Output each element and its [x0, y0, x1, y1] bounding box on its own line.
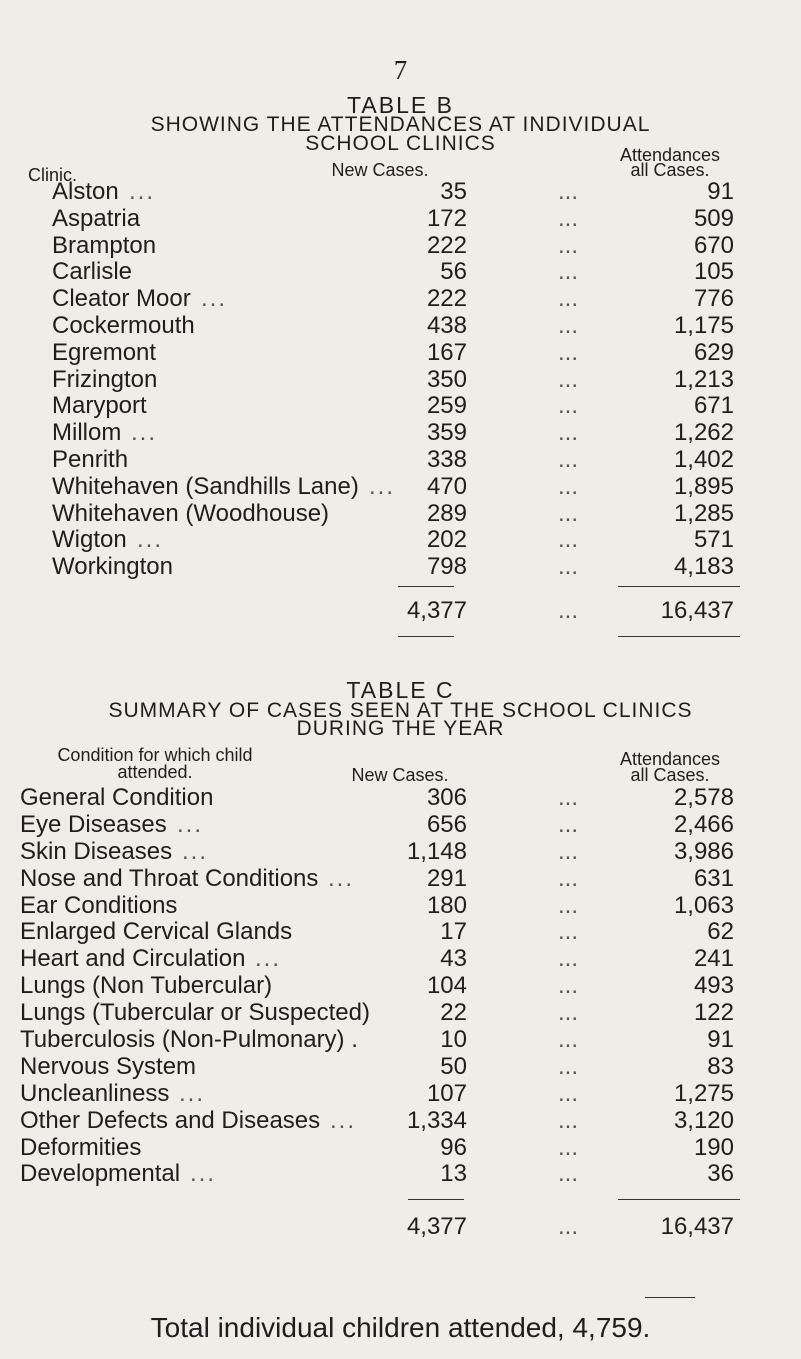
- row-label: Nose and Throat Conditions: [20, 864, 319, 892]
- row-attendances: 776: [693, 285, 734, 313]
- row-new-cases: 289: [426, 499, 467, 527]
- row-separator-dots: ...: [558, 392, 579, 420]
- row-attendances: 62: [707, 918, 734, 946]
- row-separator-dots: ...: [558, 338, 579, 366]
- row-attendances: 3,986: [673, 837, 734, 865]
- table-row: [0, 1053, 801, 1080]
- table-row: [0, 473, 801, 500]
- row-attendances: 1,213: [673, 365, 734, 393]
- row-leader-dots: ...: [328, 864, 355, 892]
- row-attendances: 2,466: [673, 810, 734, 838]
- row-new-cases: 104: [426, 972, 467, 1000]
- row-leader-dots: ...: [137, 526, 164, 554]
- row-label: Brampton: [52, 231, 157, 259]
- table-row: [0, 1026, 801, 1053]
- row-attendances: 2,578: [673, 784, 734, 811]
- row-label: Egremont: [52, 338, 157, 366]
- table-c-rule-att-bottom: [645, 1297, 695, 1298]
- table-row: [0, 838, 801, 865]
- row-new-cases: 259: [426, 392, 467, 420]
- row-new-cases: 172: [426, 204, 467, 232]
- row-new-cases: 1,148: [406, 837, 467, 865]
- table-row: [0, 205, 801, 232]
- table-c-total-new: 4,377: [406, 1213, 467, 1240]
- row-label: Lungs (Non Tubercular): [20, 972, 273, 1000]
- row-separator-dots: ...: [558, 1079, 579, 1107]
- row-label: Cleator Moor: [52, 285, 191, 313]
- table-row: [0, 972, 801, 999]
- row-new-cases: 10: [440, 1026, 467, 1054]
- row-label: Nervous System: [20, 1052, 197, 1080]
- row-new-cases: 222: [426, 285, 467, 313]
- row-label: Alston: [52, 178, 119, 205]
- row-new-cases: 35: [440, 178, 467, 205]
- table-row: [0, 1107, 801, 1134]
- row-new-cases: 438: [426, 311, 467, 339]
- row-new-cases: 13: [440, 1160, 467, 1188]
- table-b-col-clinic: Clinic.: [28, 165, 78, 185]
- row-separator-dots: ...: [558, 553, 579, 581]
- row-label: Wigton: [52, 526, 127, 554]
- row-new-cases: 798: [426, 553, 467, 581]
- row-new-cases: 50: [440, 1052, 467, 1080]
- row-label: Tuberculosis (Non-Pulmonary) .: [20, 1026, 358, 1054]
- row-new-cases: 350: [426, 365, 467, 393]
- row-label: Eye Diseases: [20, 810, 167, 838]
- row-attendances: 83: [707, 1052, 734, 1080]
- table-b-total-att: 16,437: [660, 597, 734, 624]
- row-leader-dots: ...: [129, 178, 156, 205]
- row-new-cases: 359: [426, 419, 467, 447]
- row-separator-dots: ...: [558, 864, 579, 892]
- row-attendances: 36: [707, 1160, 734, 1188]
- row-separator-dots: ...: [558, 810, 579, 838]
- row-attendances: 1,175: [673, 311, 734, 339]
- row-separator-dots: ...: [558, 472, 579, 500]
- row-attendances: 1,285: [673, 499, 734, 527]
- table-row: [0, 178, 801, 205]
- row-new-cases: 338: [426, 445, 467, 473]
- row-separator-dots: ...: [558, 972, 579, 1000]
- row-separator-dots: ...: [558, 1052, 579, 1080]
- row-new-cases: 167: [426, 338, 467, 366]
- row-leader-dots: ...: [255, 945, 282, 973]
- table-c-col-att-2: all Cases.: [630, 765, 710, 785]
- row-separator-dots: ...: [558, 945, 579, 973]
- table-row: [0, 811, 801, 838]
- row-label: Lungs (Tubercular or Suspected): [20, 999, 370, 1027]
- row-leader-dots: ...: [182, 837, 209, 865]
- row-new-cases: 1,334: [406, 1106, 467, 1134]
- row-separator-dots: ...: [558, 365, 579, 393]
- row-label: Workington: [52, 553, 173, 581]
- table-row: [0, 500, 801, 527]
- row-new-cases: 43: [440, 945, 467, 973]
- row-attendances: 1,262: [673, 419, 734, 447]
- table-row: [0, 553, 801, 580]
- table-b-body: [0, 178, 801, 580]
- row-attendances: 3,120: [673, 1106, 734, 1134]
- table-b-total-new: 4,377: [406, 597, 467, 624]
- table-row: [0, 446, 801, 473]
- row-separator-dots: ...: [558, 1133, 579, 1161]
- row-separator-dots: ...: [558, 285, 579, 313]
- row-separator-dots: ...: [558, 311, 579, 339]
- row-attendances: 4,183: [673, 553, 734, 581]
- row-label: Uncleanliness: [20, 1079, 170, 1107]
- table-c-rule-att: [618, 1199, 740, 1200]
- row-leader-dots: ...: [179, 1079, 206, 1107]
- footer-total-children: Total individual children attended, 4,759.: [150, 1312, 651, 1343]
- row-separator-dots: ...: [558, 258, 579, 286]
- table-c-rule-new: [408, 1199, 464, 1200]
- table-row: [0, 312, 801, 339]
- table-b-rule-att: [618, 586, 740, 587]
- row-new-cases: 470: [426, 472, 467, 500]
- row-new-cases: 291: [426, 864, 467, 892]
- row-separator-dots: ...: [558, 499, 579, 527]
- table-row: [0, 339, 801, 366]
- row-separator-dots: ...: [558, 837, 579, 865]
- table-row: [0, 526, 801, 553]
- row-separator-dots: ...: [558, 178, 579, 205]
- page-number: 7: [393, 55, 408, 85]
- row-label: Ear Conditions: [20, 891, 178, 919]
- row-new-cases: 107: [426, 1079, 467, 1107]
- table-row: [0, 918, 801, 945]
- table-b-rule-new-bottom: [398, 636, 454, 637]
- row-label: Frizington: [52, 365, 158, 393]
- row-separator-dots: ...: [558, 419, 579, 447]
- row-separator-dots: ...: [558, 784, 579, 811]
- row-label: Penrith: [52, 445, 129, 473]
- table-row: [0, 285, 801, 312]
- row-attendances: 91: [707, 1026, 734, 1054]
- table-row: [0, 945, 801, 972]
- row-attendances: 631: [693, 864, 734, 892]
- row-leader-dots: ...: [190, 1160, 217, 1188]
- table-row: [0, 1160, 801, 1187]
- table-c-title: TABLE C: [346, 677, 455, 703]
- row-leader-dots: ...: [201, 285, 228, 313]
- table-row: [0, 366, 801, 393]
- row-separator-dots: ...: [558, 918, 579, 946]
- table-row: [0, 1080, 801, 1107]
- row-leader-dots: ...: [330, 1106, 357, 1134]
- table-c-total-dots: ...: [558, 1213, 579, 1240]
- table-b-title: TABLE B: [347, 92, 454, 118]
- table-b-total-dots: ...: [558, 597, 579, 624]
- row-attendances: 105: [693, 258, 734, 286]
- row-attendances: 629: [693, 338, 734, 366]
- row-leader-dots: ...: [369, 472, 396, 500]
- table-b-subtitle-2: SCHOOL CLINICS: [305, 132, 496, 155]
- table-row: [0, 1134, 801, 1161]
- row-separator-dots: ...: [558, 526, 579, 554]
- row-attendances: 241: [693, 945, 734, 973]
- table-c-subtitle-2: DURING THE YEAR: [296, 717, 505, 740]
- table-c-subtitle-1: SUMMARY OF CASES SEEN AT THE SCHOOL CLINICS: [108, 699, 693, 722]
- table-row: [0, 419, 801, 446]
- row-attendances: 1,063: [673, 891, 734, 919]
- row-new-cases: 22: [440, 999, 467, 1027]
- table-row: [0, 865, 801, 892]
- row-label: Enlarged Cervical Glands: [20, 918, 293, 946]
- table-b-col-att-1: Attendances: [619, 145, 721, 165]
- row-label: Cockermouth: [52, 311, 195, 339]
- row-label: Whitehaven (Sandhills Lane): [52, 472, 359, 500]
- row-new-cases: 306: [426, 784, 467, 811]
- row-label: Carlisle: [52, 258, 133, 286]
- row-label: Skin Diseases: [20, 837, 173, 865]
- row-new-cases: 96: [440, 1133, 467, 1161]
- row-separator-dots: ...: [558, 1106, 579, 1134]
- table-row: [0, 892, 801, 919]
- row-separator-dots: ...: [558, 445, 579, 473]
- row-label: Millom: [52, 419, 122, 447]
- table-row: [0, 232, 801, 259]
- row-new-cases: 180: [426, 891, 467, 919]
- row-leader-dots: ...: [131, 419, 158, 447]
- row-label: Whitehaven (Woodhouse): [52, 499, 330, 527]
- row-new-cases: 56: [440, 258, 467, 286]
- table-b-rule-att-bottom: [618, 636, 740, 637]
- row-attendances: 91: [707, 178, 734, 205]
- row-label: General Condition: [20, 784, 214, 811]
- row-attendances: 1,402: [673, 445, 734, 473]
- row-new-cases: 656: [426, 810, 467, 838]
- row-attendances: 1,895: [673, 472, 734, 500]
- table-c-col-condition-1: Condition for which child: [57, 745, 253, 765]
- table-c-col-condition-2: attended.: [117, 762, 193, 782]
- row-label: Heart and Circulation: [20, 945, 246, 973]
- row-new-cases: 222: [426, 231, 467, 259]
- table-c-col-att-1: Attendances: [619, 749, 721, 769]
- row-attendances: 493: [693, 972, 734, 1000]
- row-leader-dots: ...: [177, 810, 204, 838]
- table-b-subtitle-1: SHOWING THE ATTENDANCES AT INDIVIDUAL: [150, 113, 651, 136]
- row-attendances: 190: [693, 1133, 734, 1161]
- row-label: Other Defects and Diseases: [20, 1106, 321, 1134]
- table-c-body: [0, 784, 801, 1187]
- row-attendances: 1,275: [673, 1079, 734, 1107]
- row-label: Developmental: [20, 1160, 181, 1188]
- row-label: Deformities: [20, 1133, 142, 1161]
- row-attendances: 509: [693, 204, 734, 232]
- table-b-rule-new: [398, 586, 454, 587]
- table-row: [0, 999, 801, 1026]
- row-label: Aspatria: [52, 204, 141, 232]
- row-attendances: 670: [693, 231, 734, 259]
- table-c-col-new: New Cases.: [351, 765, 449, 785]
- row-separator-dots: ...: [558, 1026, 579, 1054]
- table-b-col-new: New Cases.: [331, 160, 429, 180]
- row-separator-dots: ...: [558, 999, 579, 1027]
- table-b-col-att-2: all Cases.: [630, 160, 710, 180]
- row-separator-dots: ...: [558, 1160, 579, 1188]
- table-row: [0, 784, 801, 811]
- row-separator-dots: ...: [558, 891, 579, 919]
- table-row: [0, 392, 801, 419]
- row-attendances: 571: [693, 526, 734, 554]
- table-row: [0, 258, 801, 285]
- row-separator-dots: ...: [558, 231, 579, 259]
- row-separator-dots: ...: [558, 204, 579, 232]
- row-attendances: 122: [693, 999, 734, 1027]
- row-new-cases: 17: [440, 918, 467, 946]
- row-new-cases: 202: [426, 526, 467, 554]
- row-label: Maryport: [52, 392, 147, 420]
- row-attendances: 671: [693, 392, 734, 420]
- table-c-total-att: 16,437: [660, 1213, 734, 1240]
